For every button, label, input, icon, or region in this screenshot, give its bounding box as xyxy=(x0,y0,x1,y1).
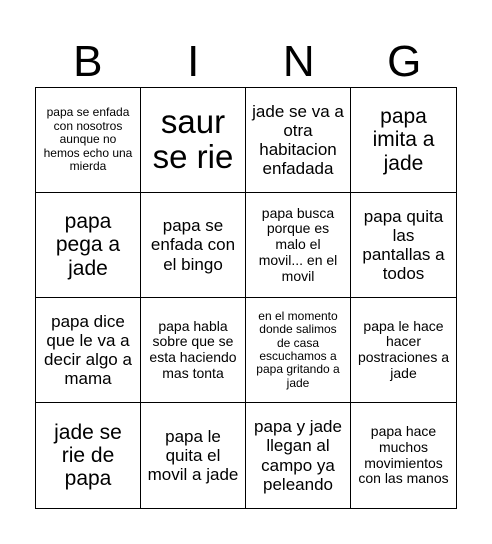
bingo-cell[interactable]: papa habla sobre que se esta haciendo mas tonta xyxy=(141,298,246,403)
bingo-cell[interactable]: papa y jade llegan al campo ya peleando xyxy=(246,403,351,508)
bingo-cell[interactable]: jade se rie de papa xyxy=(36,403,141,508)
bingo-cell[interactable]: papa dice que le va a decir algo a mama xyxy=(36,298,141,403)
header-letter-b: B xyxy=(73,37,103,86)
bingo-cell[interactable]: papa imita a jade xyxy=(351,88,456,193)
bingo-cell[interactable]: papa le quita el movil a jade xyxy=(141,403,246,508)
bingo-header xyxy=(35,38,457,86)
bingo-board xyxy=(35,87,457,509)
bingo-cell[interactable]: papa quita las pantallas a todos xyxy=(351,193,456,298)
bingo-cell[interactable]: papa pega a jade xyxy=(36,193,141,298)
bingo-cell[interactable]: saur se rie xyxy=(141,88,246,193)
header-letter-i: I xyxy=(187,37,200,86)
bingo-cell[interactable]: papa busca porque es malo el movil... en el movil xyxy=(246,193,351,298)
header-letter-n: N xyxy=(282,37,315,86)
bingo-cell[interactable]: papa se enfada con nosotros aunque no hemos echo una mierda xyxy=(36,88,141,193)
bingo-cell[interactable]: jade se va a otra habitacion enfadada xyxy=(246,88,351,193)
bingo-cell[interactable]: papa se enfada con el bingo xyxy=(141,193,246,298)
bingo-cell[interactable]: en el momento donde salimos de casa escuchamos a papa gritando a jade xyxy=(246,298,351,403)
header-letter-g: G xyxy=(387,37,422,86)
bingo-cell[interactable]: papa le hace hacer postraciones a jade xyxy=(351,298,456,403)
bingo-cell[interactable]: papa hace muchos movimientos con las manos xyxy=(358,423,449,487)
